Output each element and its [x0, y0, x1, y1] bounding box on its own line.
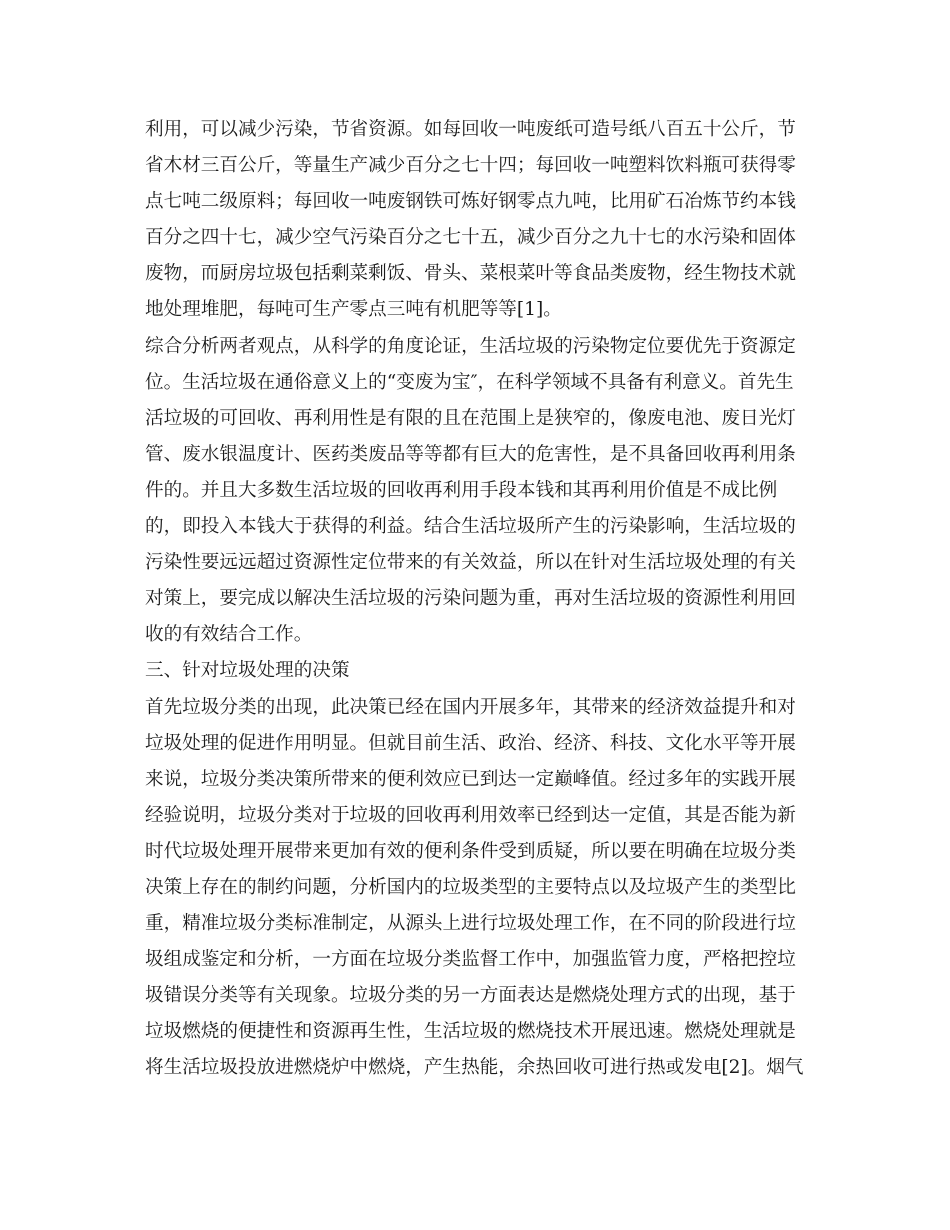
- document-body-text: [145, 112, 815, 1087]
- section-heading: 三、针对垃圾处理的决策: [145, 660, 350, 682]
- text-line: 圾组成鉴定和分析，一方面在垃圾分类监督工作中，加强监管力度，严格把控垃: [145, 949, 796, 971]
- text-line: 点七吨二级原料；每回收一吨废钢铁可炼好钢零点九吨，比用矿石冶炼节约本钱: [145, 191, 796, 213]
- text-line: 垃圾处理的促进作用明显。但就目前生活、政治、经济、科技、文化水平等开展: [145, 732, 796, 754]
- text-line: 废物，而厨房垃圾包括剩菜剩饭、骨头、菜根菜叶等食品类废物，经生物技术就: [145, 263, 796, 285]
- text-line: 圾错误分类等有关现象。垃圾分类的另一方面表达是燃烧处理方式的出现，基于: [145, 985, 796, 1007]
- text-line: 省木材三百公斤，等量生产减少百分之七十四；每回收一吨塑料饮料瓶可获得零: [145, 155, 796, 177]
- text-line: 对策上，要完成以解决生活垃圾的污染问题为重，再对生活垃圾的资源性利用回: [145, 588, 796, 610]
- text-line: 经验说明，垃圾分类对于垃圾的回收再利用效率已经到达一定值，其是否能为新: [145, 804, 796, 826]
- text-line: 管、废水银温度计、医药类废品等等都有巨大的危害性，是不具备回收再利用条: [145, 443, 796, 465]
- text-line: 首先垃圾分类的出现，此决策已经在国内开展多年，其带来的经济效益提升和对: [145, 696, 796, 718]
- text-line: 的，即投入本钱大于获得的利益。结合生活垃圾所产生的污染影响，生活垃圾的: [145, 516, 796, 538]
- text-line: 地处理堆肥，每吨可生产零点三吨有机肥等等[1]。: [145, 299, 562, 321]
- text-line: 决策上存在的制约问题，分析国内的垃圾类型的主要特点以及垃圾产生的类型比: [145, 876, 796, 898]
- text-line: 百分之四十七，减少空气污染百分之七十五，减少百分之九十七的水污染和固体: [145, 227, 796, 249]
- text-line: 综合分析两者观点，从科学的角度论证，生活垃圾的污染物定位要优先于资源定: [145, 335, 796, 357]
- text-line: 件的。并且大多数生活垃圾的回收再利用手段本钱和其再利用价值是不成比例: [145, 479, 778, 501]
- text-line: 收的有效结合工作。: [145, 624, 313, 646]
- text-line: 将生活垃圾投放进燃烧炉中燃烧，产生热能，余热回收可进行热或发电[2]。烟气: [145, 1057, 804, 1079]
- text-line: 重，精准垃圾分类标准制定，从源头上进行垃圾处理工作，在不同的阶段进行垃: [145, 913, 796, 935]
- text-line: 利用，可以减少污染，节省资源。如每回收一吨废纸可造号纸八百五十公斤，节: [145, 119, 796, 140]
- text-line: 时代垃圾处理开展带来更加有效的便利条件受到质疑，所以要在明确在垃圾分类: [145, 840, 796, 862]
- text-line: 垃圾燃烧的便捷性和资源再生性，生活垃圾的燃烧技术开展迅速。燃烧处理就是: [145, 1021, 796, 1043]
- text-line: 污染性要远远超过资源性定位带来的有关效益，所以在针对生活垃圾处理的有关: [145, 552, 796, 574]
- text-line: 来说，垃圾分类决策所带来的便利效应已到达一定巅峰值。经过多年的实践开展: [145, 768, 796, 790]
- text-line: 位。生活垃圾在通俗意义上的“变废为宝″，在科学领域不具备有利意义。首先生: [145, 371, 794, 393]
- text-line: 活垃圾的可回收、再利用性是有限的且在范围上是狭窄的，像废电池、废日光灯: [145, 407, 796, 429]
